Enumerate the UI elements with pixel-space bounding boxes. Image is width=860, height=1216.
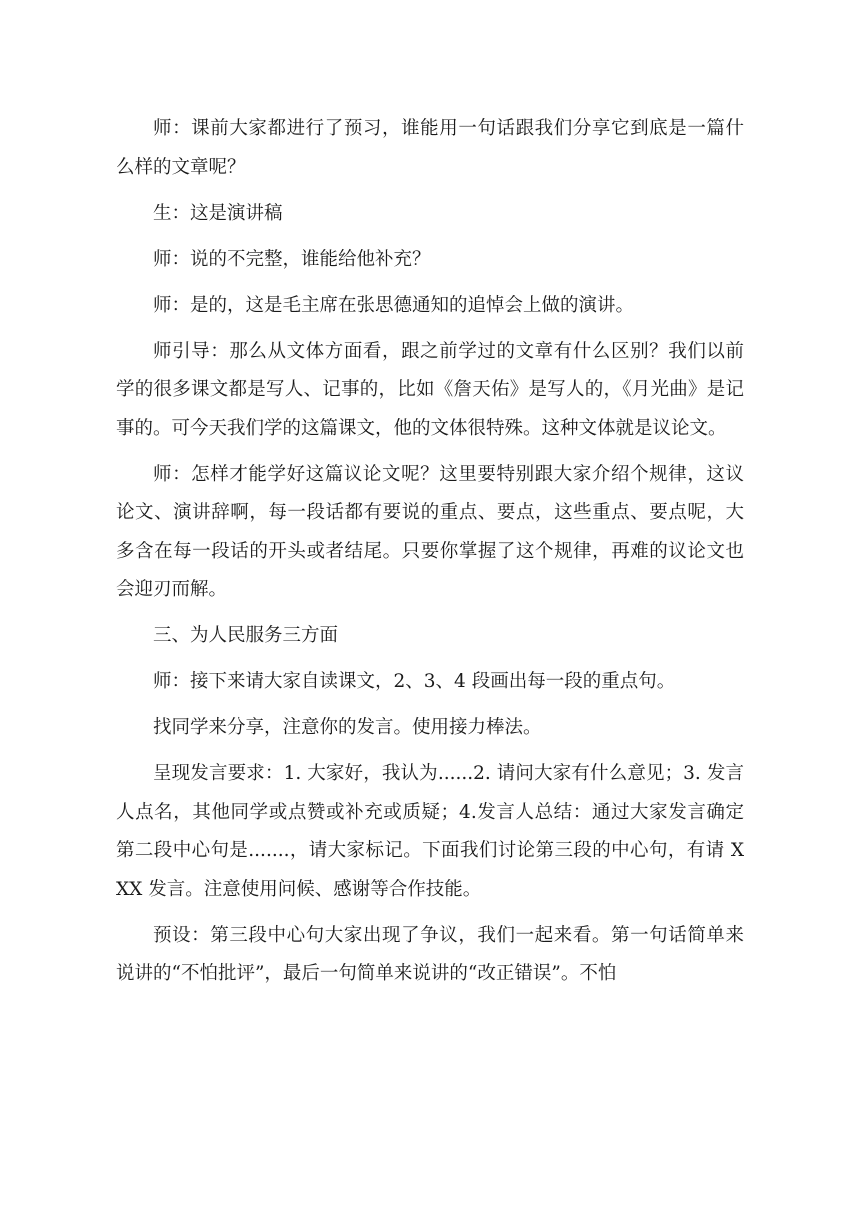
paragraph-3: 师：说的不完整，谁能给他补充？	[153, 248, 431, 270]
section-heading: 三、为人民服务三方面	[153, 625, 339, 646]
paragraph-8: 师：接下来请大家自读课文，2、3、4 段画出每一段的重点句。	[153, 671, 676, 692]
paragraph-2: 生：这是演讲稿	[153, 202, 283, 224]
paragraph-10: 呈现发言要求：1. 大家好，我认为......2. 请问大家有什么意见；3. 发言人点名，其他同学或点赞或补充或质疑；4.发言人总结：通过大家发言确定第二段中心句是.......，请大家标记。下面我们讨论第三段的中心句，有请 XXX 发言。注意使用问候、感谢等合作技能。	[116, 763, 744, 900]
paragraph-5: 师引导：那么从文体方面看，跟之前学过的文章有什么区别？我们以前学的很多课文都是写人、记事的，比如《詹天佑》是写人的，《月光曲》是记事的。可今天我们学的这篇课文，他的文体很特殊。这种文体就是议论文。	[116, 340, 744, 439]
paragraph-4: 师：是的，这是毛主席在张思德通知的追悼会上做的演讲。	[153, 294, 635, 316]
paragraph-1: 师：课前大家都进行了预习，谁能用一句话跟我们分享它到底是一篇什么样的文章呢？	[116, 118, 744, 178]
paragraph-9: 找同学来分享，注意你的发言。使用接力棒法。	[153, 717, 542, 738]
paragraph-11: 预设：第三段中心句大家出现了争议，我们一起来看。第一句话简单来说讲的“不怕批评”，最后一句简单来说讲的“改正错误”。不怕	[116, 924, 744, 984]
document-body	[116, 110, 744, 1001]
paragraph-6: 师：怎样才能学好这篇议论文呢？这里要特别跟大家介绍个规律，这议论文、演讲辞啊，每一段话都有要说的重点、要点，这些重点、要点呢，大多含在每一段话的开头或者结尾。只要你掌握了这个规律，再难的议论文也会迎刃而解。	[116, 463, 744, 600]
